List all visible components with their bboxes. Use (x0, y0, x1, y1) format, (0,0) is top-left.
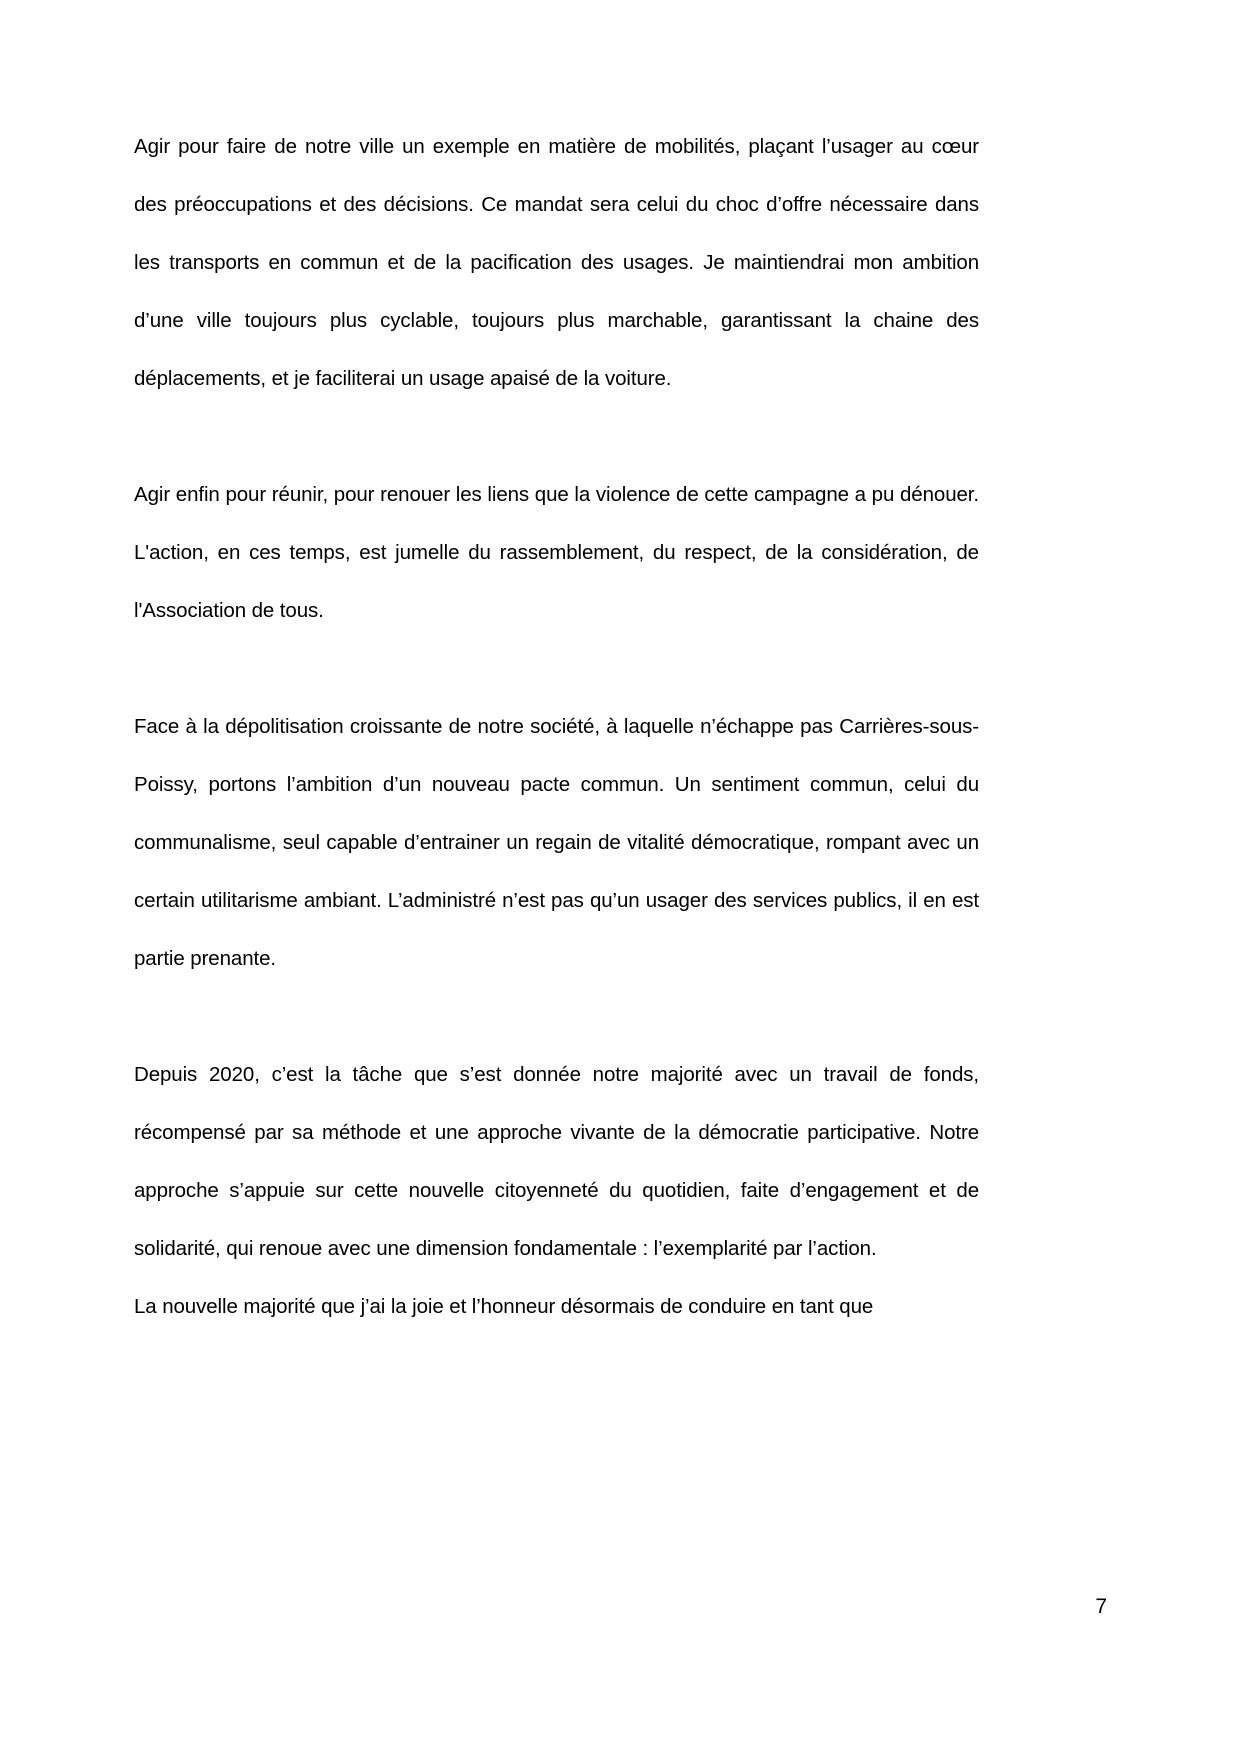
page-body-text (134, 118, 979, 1336)
paragraph-spacer (134, 408, 979, 466)
body-paragraph-5: La nouvelle majorité que j’ai la joie et l’honneur désormais de conduire en tant que (134, 1295, 874, 1318)
body-paragraph-1: Agir pour faire de notre ville un exemple en matière de mobilités, plaçant l’usager au cœur des préoccupations et des décisions. Ce mandat sera celui du choc d’offre nécessaire dans les transports en commun et de la pacification des usages. Je maintiendrai mon ambition d’une ville toujours plus cyclable, toujours plus marchable, garantissant la chaine des déplacements, et je faciliterai un usage apaisé de la voiture. (134, 135, 979, 390)
body-paragraph-3: Face à la dépolitisation croissante de notre société, à laquelle n’échappe pas Carrières-sous-Poissy, portons l’ambition d’un nouveau pacte commun. Un sentiment commun, celui du communalisme, seul capable d’entrainer un regain de vitalité démocratique, rompant avec un certain utilitarisme ambiant. L’administré n’est pas qu’un usager des services publics, il en est partie prenante. (134, 715, 979, 970)
body-paragraph-2: Agir enfin pour réunir, pour renouer les liens que la violence de cette campagne a pu dénouer. L'action, en ces temps, est jumelle du rassemblement, du respect, de la considération, de l'Association de tous. (134, 483, 979, 622)
paragraph-spacer (134, 988, 979, 1046)
page-number: 7 (1095, 1595, 1107, 1618)
body-paragraph-4: Depuis 2020, c’est la tâche que s’est donnée notre majorité avec un travail de fonds, récompensé par sa méthode et une approche vivante de la démocratie participative. Notre approche s’appuie sur cette nouvelle citoyenneté du quotidien, faite d’engagement et de solidarité, qui renoue avec une dimension fondamentale : l’exemplarité par l’action. (134, 1063, 979, 1260)
paragraph-spacer (134, 640, 979, 698)
